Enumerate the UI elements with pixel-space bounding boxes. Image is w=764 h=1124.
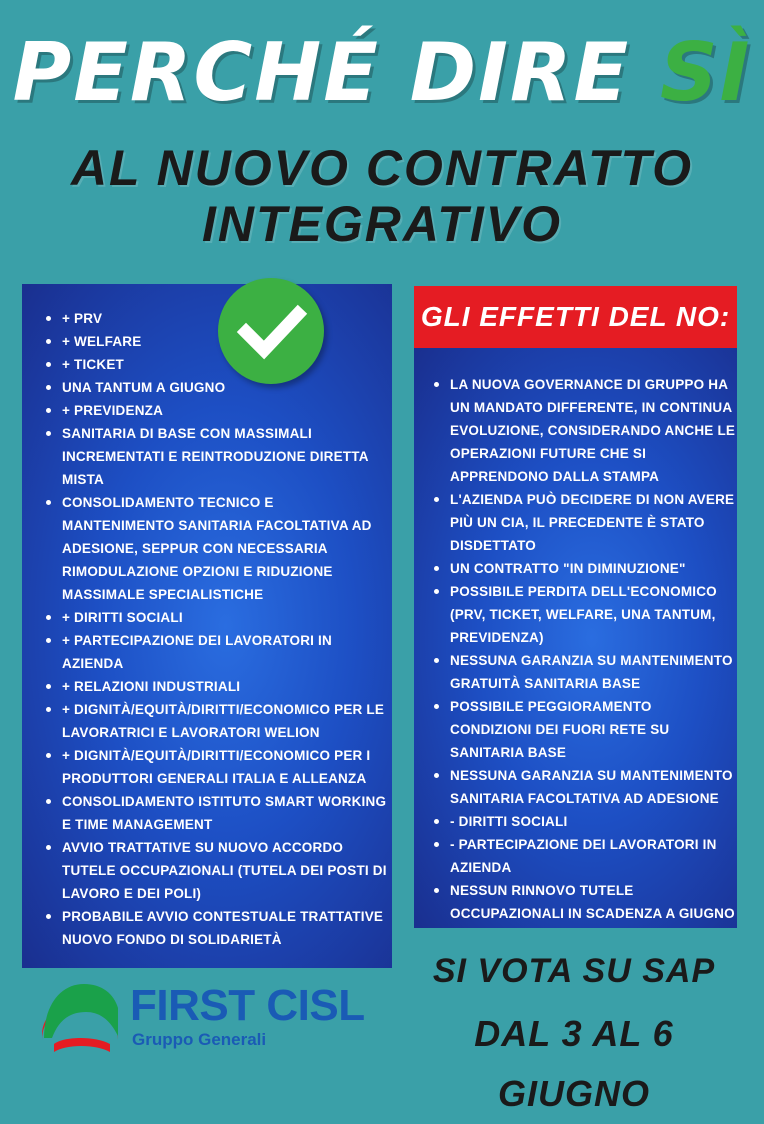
list-item: - DIRITTI SOCIALI [432,810,736,833]
first-cisl-logo [40,978,390,1058]
list-item: + PRV [44,307,389,330]
list-item: SANITARIA DI BASE CON MASSIMALI INCREMENTATI E REINTRODUZIONE DIRETTA MISTA [44,422,389,491]
page-subtitle [0,140,764,252]
no-panel-title: GLI EFFETTI DEL NO: [414,286,737,348]
list-item: PROBABILE AVVIO CONTESTUALE TRATTATIVE NUOVO FONDO DI SOLIDARIETÀ [44,905,389,951]
vote-channel: SI VOTA SU SAP [432,952,716,990]
list-item: + PREVIDENZA [44,399,389,422]
no-panel [414,348,737,928]
subtitle-line-1: AL NUOVO CONTRATTO [70,140,694,196]
subtitle-line-2: INTEGRATIVO [202,196,562,252]
page-title [0,18,764,128]
list-item: + DIGNITÀ/EQUITÀ/DIRITTI/ECONOMICO PER LE LAVORATRICI E LAVORATORI WELION [44,698,389,744]
list-item: POSSIBILE PEGGIORAMENTO CONDIZIONI DEI FUORI RETE SU SANITARIA BASE [432,695,736,764]
list-item: CONSOLIDAMENTO ISTITUTO SMART WORKING E TIME MANAGEMENT [44,790,389,836]
list-item: NESSUNA GARANZIA SU MANTENIMENTO SANITARIA FACOLTATIVA AD ADESIONE [432,764,736,810]
list-item: + RELAZIONI INDUSTRIALI [44,675,389,698]
list-item: NESSUN RINNOVO TUTELE OCCUPAZIONALI IN SCADENZA A GIUGNO [432,879,736,925]
list-item: AVVIO TRATTATIVE SU NUOVO ACCORDO TUTELE OCCUPAZIONALI (TUTELA DEI POSTI DI LAVORO E DEI POLI) [44,836,389,905]
list-item: + WELFARE [44,330,389,353]
list-item: + TICKET [44,353,389,376]
checkmark-icon [218,278,324,384]
list-item: + DIRITTI SOCIALI [44,606,389,629]
vote-dates: DAL 3 AL 6 GIUGNO [474,1013,674,1114]
yes-panel [22,284,392,968]
logo-group-name: Gruppo Generali [132,1030,267,1049]
logo-cisl: CISL [266,981,365,1030]
no-list [432,373,736,925]
list-item: UNA TANTUM A GIUGNO [44,376,389,399]
yes-list [44,307,389,951]
list-item: UN CONTRATTO "IN DIMINUZIONE" [432,557,736,580]
list-item: L'AZIENDA PUÒ DECIDERE DI NON AVERE PIÙ UN CIA, IL PRECEDENTE È STATO DISDETTATO [432,488,736,557]
list-item: - PARTECIPAZIONE DEI LAVORATORI IN AZIENDA [432,833,736,879]
logo-wordmark [130,982,365,1030]
logo-first: FIRST [130,981,255,1030]
list-item: + PARTECIPAZIONE DEI LAVORATORI IN AZIENDA [44,629,389,675]
list-item: POSSIBILE PERDITA DELL'ECONOMICO (PRV, TICKET, WELFARE, UNA TANTUM, PREVIDENZA) [432,580,736,649]
list-item: LA NUOVA GOVERNANCE DI GRUPPO HA UN MANDATO DIFFERENTE, IN CONTINUA EVOLUZIONE, CONSIDERANDO ANCHE LE OPERAZIONI FUTURE CHE SI APPRENDONO DALLA STAMPA [432,373,736,488]
list-item: CONSOLIDAMENTO TECNICO E MANTENIMENTO SANITARIA FACOLTATIVA AD ADESIONE, SEPPUR CON NECESSARIA RIMODULAZIONE OPZIONI E RIDUZIONE MASSIMALE SPECIALISTICHE [44,491,389,606]
title-yes: SÌ [659,26,752,119]
list-item: + DIGNITÀ/EQUITÀ/DIRITTI/ECONOMICO PER I PRODUTTORI GENERALI ITALIA E ALLEANZA [44,744,389,790]
logo-mark-icon [40,978,120,1058]
title-prefix: PERCHÉ DIRE [12,26,660,119]
list-item: NESSUNA GARANZIA SU MANTENIMENTO GRATUITÀ SANITARIA BASE [432,649,736,695]
